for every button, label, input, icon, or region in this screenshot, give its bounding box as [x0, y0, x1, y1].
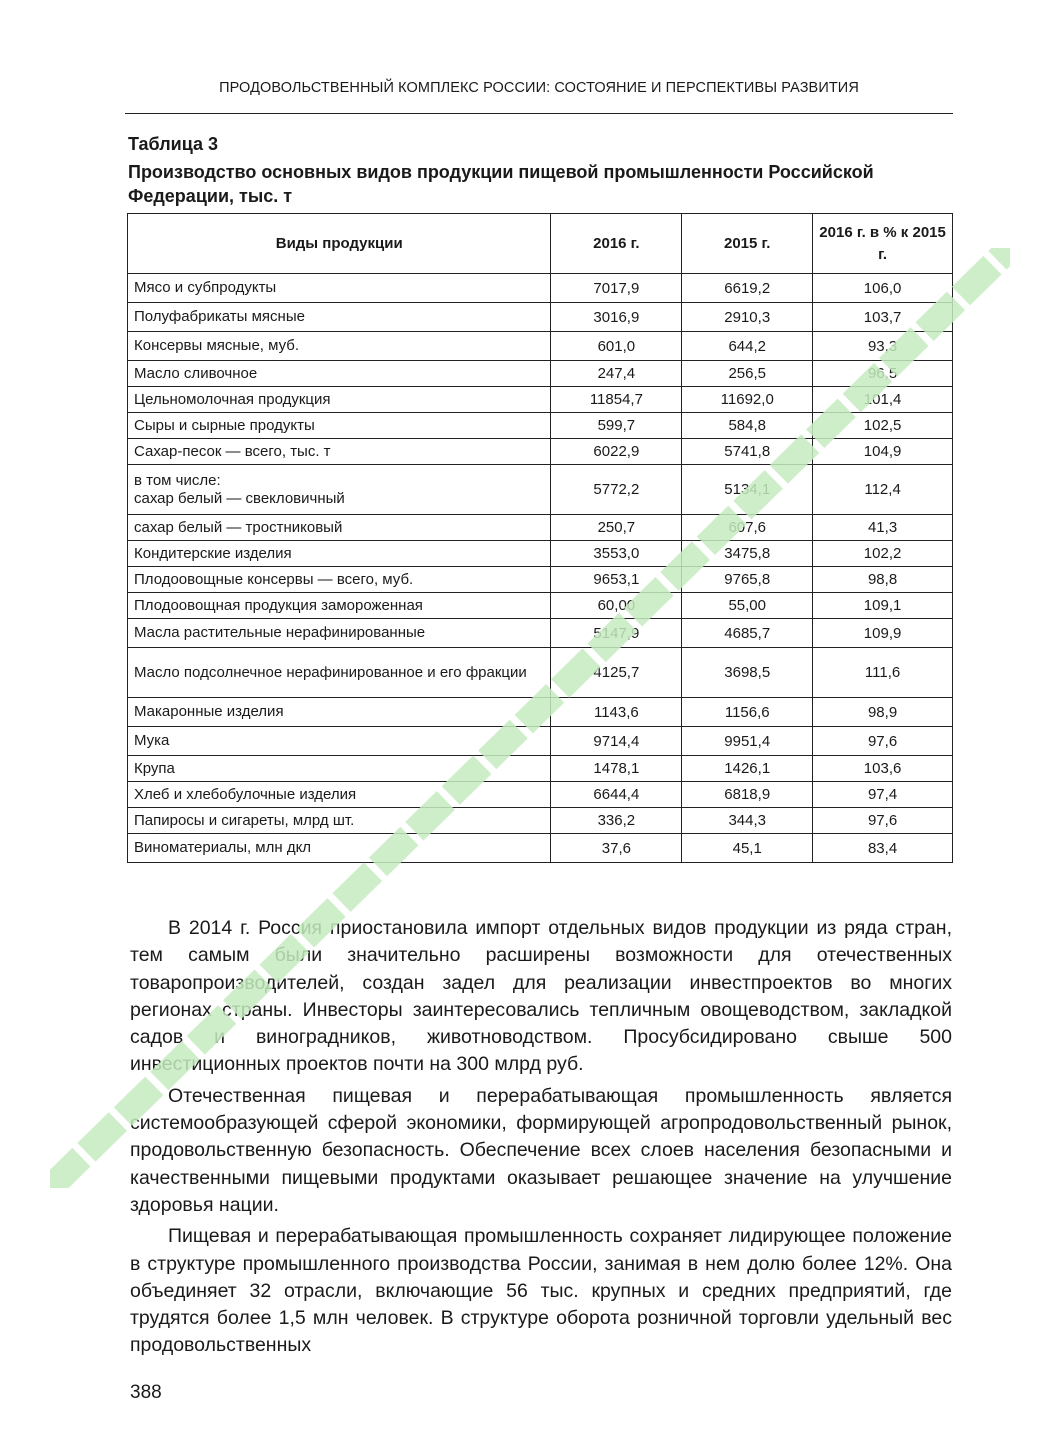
cell-percent: 103,7: [813, 303, 953, 332]
header-rule: [125, 113, 953, 114]
table-row: [128, 361, 953, 387]
table-row: [128, 515, 953, 541]
table-row: [128, 439, 953, 465]
cell-2016: 11854,7: [551, 387, 682, 413]
cell-percent: 83,4: [813, 834, 953, 863]
cell-product: Мясо и субпродукты: [128, 274, 551, 303]
cell-percent: 104,9: [813, 439, 953, 465]
cell-2015: 11692,0: [682, 387, 813, 413]
table-body: [128, 274, 953, 863]
cell-2016: 1143,6: [551, 698, 682, 727]
header-percent: 2016 г. в % к 2015 г.: [813, 214, 953, 274]
cell-percent: 103,6: [813, 756, 953, 782]
cell-2016: 5772,2: [551, 465, 682, 515]
cell-percent: 97,6: [813, 808, 953, 834]
cell-2015: 3698,5: [682, 648, 813, 698]
cell-percent: 102,2: [813, 541, 953, 567]
cell-percent: 96,5: [813, 361, 953, 387]
cell-2016: 247,4: [551, 361, 682, 387]
cell-percent: 93,3: [813, 332, 953, 361]
table-row: [128, 465, 953, 515]
cell-product: Макаронные изделия: [128, 698, 551, 727]
cell-2015: 9951,4: [682, 727, 813, 756]
table-row: [128, 834, 953, 863]
cell-2015: 9765,8: [682, 567, 813, 593]
table-row: [128, 303, 953, 332]
header-2015: 2015 г.: [682, 214, 813, 274]
cell-2015: 5134,1: [682, 465, 813, 515]
cell-product: Консервы мясные, муб.: [128, 332, 551, 361]
cell-2016: 37,6: [551, 834, 682, 863]
cell-product: Плодоовощная продукция замороженная: [128, 593, 551, 619]
cell-2016: 6644,4: [551, 782, 682, 808]
cell-product: в том числе: сахар белый — свекловичный: [128, 465, 551, 515]
cell-2015: 6818,9: [682, 782, 813, 808]
cell-percent: 98,9: [813, 698, 953, 727]
table-row: [128, 332, 953, 361]
cell-product: Крупа: [128, 756, 551, 782]
cell-2015: 45,1: [682, 834, 813, 863]
cell-product: Мука: [128, 727, 551, 756]
cell-product: Виноматериалы, млн дкл: [128, 834, 551, 863]
cell-2016: 6022,9: [551, 439, 682, 465]
cell-2016: 1478,1: [551, 756, 682, 782]
header-2016: 2016 г.: [551, 214, 682, 274]
cell-2016: 60,00: [551, 593, 682, 619]
cell-2015: 1156,6: [682, 698, 813, 727]
cell-2015: 2910,3: [682, 303, 813, 332]
paragraph: Отечественная пищевая и перерабатывающая промышленность является системообразующей сферой экономики, формирующей агропродовольственный рынок, продовольственную безопасность. Обеспечение всех слоев населения безопасными и качественными пищевыми продуктами оказывает решающее значение на улучшение здоровья нации.: [130, 1084, 952, 1216]
cell-2016: 3016,9: [551, 303, 682, 332]
table-header-row: [128, 214, 953, 274]
table-row: [128, 727, 953, 756]
table-row: [128, 756, 953, 782]
running-header: ПРОДОВОЛЬСТВЕННЫЙ КОМПЛЕКС РОССИИ: СОСТОЯНИЕ И ПЕРСПЕКТИВЫ РАЗВИТИЯ: [219, 80, 859, 96]
cell-2016: 4125,7: [551, 648, 682, 698]
cell-2015: 644,2: [682, 332, 813, 361]
cell-2016: 7017,9: [551, 274, 682, 303]
cell-percent: 98,8: [813, 567, 953, 593]
cell-percent: 97,4: [813, 782, 953, 808]
cell-2016: 336,2: [551, 808, 682, 834]
cell-2016: 250,7: [551, 515, 682, 541]
table-row: [128, 808, 953, 834]
cell-2015: 584,8: [682, 413, 813, 439]
table-label: Таблица 3: [128, 134, 219, 154]
table-row: [128, 619, 953, 648]
cell-product: Масла растительные нерафинированные: [128, 619, 551, 648]
cell-2015: 55,00: [682, 593, 813, 619]
cell-2016: 5147,9: [551, 619, 682, 648]
cell-2016: 3553,0: [551, 541, 682, 567]
cell-2015: 1426,1: [682, 756, 813, 782]
cell-2015: 5741,8: [682, 439, 813, 465]
cell-2016: 601,0: [551, 332, 682, 361]
cell-product: Папиросы и сигареты, млрд шт.: [128, 808, 551, 834]
cell-percent: 106,0: [813, 274, 953, 303]
table-row: [128, 567, 953, 593]
page-number: 388: [130, 1382, 162, 1403]
table-row: [128, 698, 953, 727]
cell-2015: 344,3: [682, 808, 813, 834]
table-row: [128, 593, 953, 619]
table-row: [128, 648, 953, 698]
cell-percent: 109,9: [813, 619, 953, 648]
cell-2016: 9653,1: [551, 567, 682, 593]
paragraph: Пищевая и перерабатывающая промышленность сохраняет лидирующее положение в структуре промышленного производства России, занимая в нем долю более 12%. Она объединяет 32 отрасли, включающие 56 тыс. крупных и средних предприятий, где трудятся более 1,5 млн человек. В структуре оборота розничной торговли удельный вес продовольственных: [130, 1225, 952, 1357]
body-text: [130, 915, 952, 1364]
cell-product: Цельномолочная продукция: [128, 387, 551, 413]
cell-product: Масло сливочное: [128, 361, 551, 387]
table-title: Производство основных видов продукции пищевой промышленности Российской Федерации, тыс. т: [128, 162, 874, 206]
table-row: [128, 413, 953, 439]
cell-percent: 97,6: [813, 727, 953, 756]
cell-product: Полуфабрикаты мясные: [128, 303, 551, 332]
cell-product: Масло подсолнечное нерафинированное и его фракции: [128, 648, 551, 698]
header-product-type: Виды продукции: [128, 214, 551, 274]
cell-2015: 607,6: [682, 515, 813, 541]
cell-percent: 41,3: [813, 515, 953, 541]
table-row: [128, 541, 953, 567]
cell-percent: 101,4: [813, 387, 953, 413]
production-table: [127, 213, 953, 863]
cell-product: Сахар-песок — всего, тыс. т: [128, 439, 551, 465]
cell-product: сахар белый — тростниковый: [128, 515, 551, 541]
table-row: [128, 274, 953, 303]
cell-2015: 6619,2: [682, 274, 813, 303]
cell-percent: 109,1: [813, 593, 953, 619]
cell-2016: 599,7: [551, 413, 682, 439]
cell-product: Хлеб и хлебобулочные изделия: [128, 782, 551, 808]
cell-percent: 112,4: [813, 465, 953, 515]
cell-percent: 111,6: [813, 648, 953, 698]
cell-product: Кондитерские изделия: [128, 541, 551, 567]
cell-2016: 9714,4: [551, 727, 682, 756]
paragraph: В 2014 г. Россия приостановила импорт отдельных видов продукции из ряда стран, тем самым были значительно расширены возможности для отечественных товаропроизводителей, создан задел для реализации инвестпроектов во многих регионах страны. Инвесторы заинтересовались тепличным овощеводством, закладкой садов и виноградников, животноводством. Просубсидировано свыше 500 инвестиционных проектов почти на 300 млрд руб.: [130, 917, 952, 1076]
cell-2015: 256,5: [682, 361, 813, 387]
cell-product: Плодоовощные консервы — всего, муб.: [128, 567, 551, 593]
cell-2015: 3475,8: [682, 541, 813, 567]
cell-product: Сыры и сырные продукты: [128, 413, 551, 439]
table-row: [128, 782, 953, 808]
cell-2015: 4685,7: [682, 619, 813, 648]
table-row: [128, 387, 953, 413]
cell-percent: 102,5: [813, 413, 953, 439]
